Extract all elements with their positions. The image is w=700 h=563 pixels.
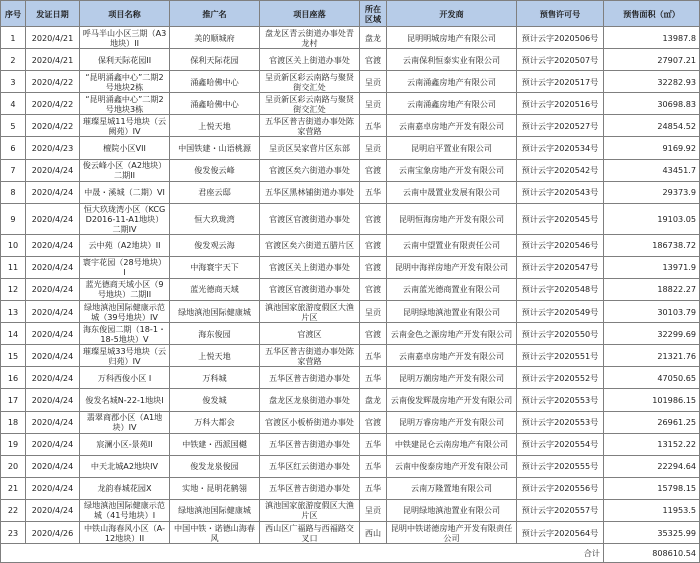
brand-name: 涌鑫哈佛中心 [170,93,260,115]
permit-number: 预计云字2020552号 [517,367,604,389]
brand-name: 海东俊园 [170,323,260,345]
col-header-permit-no: 预售许可号 [517,1,604,27]
project-location: 官渡区矣六街道办事处 [260,159,360,181]
issue-date: 2020/4/24 [26,455,80,477]
issue-date: 2020/4/24 [26,203,80,234]
developer: 昆明万睿房地产开发有限公司 [387,411,517,433]
total-row [1,544,700,563]
presale-area: 29373.9 [604,181,700,203]
presale-area: 26961.25 [604,411,700,433]
permit-number: 预计云字2020516号 [517,93,604,115]
table-row [1,323,700,345]
brand-name: 君座云邸 [170,181,260,203]
table-row [1,301,700,323]
project-location: 五华区普吉街道办事处陈家营路 [260,115,360,137]
row-index: 19 [1,433,26,455]
issue-date: 2020/4/24 [26,278,80,300]
row-index: 13 [1,301,26,323]
brand-name: 中铁建・西派国樾 [170,433,260,455]
brand-name: 涌鑫哈佛中心 [170,71,260,93]
project-location: 五华区黑林铺街道办事处 [260,181,360,203]
district: 五华 [360,433,387,455]
permit-number: 预计云字2020527号 [517,115,604,137]
project-location: 五华区普吉街道办事处 [260,477,360,499]
project-location: 官渡区小板桥街道办事处 [260,411,360,433]
table-row [1,389,700,411]
row-index: 10 [1,234,26,256]
presale-area: 15798.15 [604,477,700,499]
row-index: 9 [1,203,26,234]
developer: 昆明中铁诺德房地产开发有限责任公司 [387,521,517,543]
issue-date: 2020/4/24 [26,411,80,433]
project-name: 海东俊园二期（18-1・18-5地块）V [80,323,170,345]
project-name: 俊发名城N-22-1地块I [80,389,170,411]
project-name: 寰宇花园（28号地块）I [80,256,170,278]
permit-number: 预计云字2020534号 [517,137,604,159]
project-name: 绿地滇池国际健康示范城（41号地块）I [80,499,170,521]
presale-area: 18822.27 [604,278,700,300]
district: 呈贡 [360,499,387,521]
table-row [1,521,700,543]
permit-number: 预计云字2020554号 [517,433,604,455]
col-header-brand-name: 推广名 [170,1,260,27]
permit-number: 预计云字2020542号 [517,159,604,181]
presale-area: 186738.72 [604,234,700,256]
presale-area: 43451.7 [604,159,700,181]
presale-area: 27907.21 [604,49,700,71]
col-header-issue-date: 发证日期 [26,1,80,27]
table-row [1,203,700,234]
brand-name: 中国铁建・山语桃源 [170,137,260,159]
project-name: 万科西俊小区 I [80,367,170,389]
issue-date: 2020/4/22 [26,71,80,93]
project-location: 盘龙区青云街道办事处青龙村 [260,27,360,49]
row-index: 20 [1,455,26,477]
permit-number: 预计云字2020553号 [517,389,604,411]
issue-date: 2020/4/24 [26,389,80,411]
district: 呈贡 [360,301,387,323]
brand-name: 中海寰宇天下 [170,256,260,278]
issue-date: 2020/4/21 [26,27,80,49]
project-name: 檀院小区VII [80,137,170,159]
brand-name: 上悦天地 [170,345,260,367]
table-body [1,27,700,563]
presale-area: 101986.15 [604,389,700,411]
developer: 云南万隆置地有限公司 [387,477,517,499]
table-row [1,278,700,300]
table-row [1,115,700,137]
table-row [1,256,700,278]
project-name: 恒大玖珑湾小区（KCGD2016-11-A1地块）二期IV [80,203,170,234]
project-name: 龙韵春城花园X [80,477,170,499]
project-name: 绿地滇池国际健康示范城（39号地块）IV [80,301,170,323]
col-header-developer: 开发商 [387,1,517,27]
project-location: 官渡区官渡街道办事处 [260,203,360,234]
row-index: 16 [1,367,26,389]
row-index: 21 [1,477,26,499]
row-index: 2 [1,49,26,71]
issue-date: 2020/4/24 [26,256,80,278]
row-index: 22 [1,499,26,521]
row-index: 7 [1,159,26,181]
permit-number: 预计云字2020564号 [517,521,604,543]
col-header-index: 序号 [1,1,26,27]
issue-date: 2020/4/24 [26,159,80,181]
issue-date: 2020/4/24 [26,323,80,345]
row-index: 1 [1,27,26,49]
brand-name: 实地・昆明花鹤翎 [170,477,260,499]
issue-date: 2020/4/23 [26,137,80,159]
presale-area: 32299.69 [604,323,700,345]
permit-number: 预计云字2020546号 [517,234,604,256]
row-index: 6 [1,137,26,159]
district: 呈贡 [360,71,387,93]
project-location: 官渡区 [260,323,360,345]
permit-number: 预计云字2020507号 [517,49,604,71]
district: 盘龙 [360,27,387,49]
permit-number: 预计云字2020506号 [517,27,604,49]
presale-area: 11953.5 [604,499,700,521]
table-header [1,1,700,27]
brand-name: 中国中铁・诺德山海春风 [170,521,260,543]
brand-name: 万科大都会 [170,411,260,433]
district: 官渡 [360,159,387,181]
district: 五华 [360,345,387,367]
district: 官渡 [360,234,387,256]
brand-name: 俊发俊云峰 [170,159,260,181]
brand-name: 绿地滇池国际健康城 [170,499,260,521]
project-location: 五华区普吉街道办事处 [260,433,360,455]
district: 官渡 [360,49,387,71]
project-location: 官渡区矣六街道五腊片区 [260,234,360,256]
project-name: 俊云峰小区（A2地块）二期II [80,159,170,181]
project-name: 呼马半山小区三期（A3地块）II [80,27,170,49]
issue-date: 2020/4/24 [26,477,80,499]
brand-name: 绿地滇池国际健康城 [170,301,260,323]
developer: 云南俊发辉晟房地产开发有限公司 [387,389,517,411]
developer: 云南涌鑫房地产有限公司 [387,71,517,93]
table-row [1,345,700,367]
district: 西山 [360,521,387,543]
project-location: 官渡区官渡街道办事处 [260,278,360,300]
permit-number: 预计云字2020547号 [517,256,604,278]
issue-date: 2020/4/24 [26,367,80,389]
brand-name: 上悦天地 [170,115,260,137]
district: 盘龙 [360,389,387,411]
developer: 云南涌鑫房地产有限公司 [387,93,517,115]
district: 官渡 [360,411,387,433]
project-location: 五华区红云街道办事处 [260,455,360,477]
project-location: 西山区广福路与西福路交叉口 [260,521,360,543]
presale-area: 19103.05 [604,203,700,234]
col-header-location: 项目座落 [260,1,360,27]
developer: 云南中晟置业发展有限公司 [387,181,517,203]
table-row [1,71,700,93]
issue-date: 2020/4/24 [26,433,80,455]
permit-number: 预计云字2020517号 [517,71,604,93]
row-index: 18 [1,411,26,433]
permit-number: 预计云字2020556号 [517,477,604,499]
table-row [1,455,700,477]
district: 官渡 [360,256,387,278]
presale-area: 30698.83 [604,93,700,115]
row-index: 8 [1,181,26,203]
permit-number: 预计云字2020545号 [517,203,604,234]
permit-number: 预计云字2020548号 [517,278,604,300]
row-index: 14 [1,323,26,345]
brand-name: 蓝光德商天域 [170,278,260,300]
project-name: “昆明涌鑫中心”二期2号地块2栋 [80,71,170,93]
developer: 昆明绿地滇池置业有限公司 [387,499,517,521]
issue-date: 2020/4/21 [26,49,80,71]
project-name: 中天北城A2地块IV [80,455,170,477]
developer: 昆明明城房地产有限公司 [387,27,517,49]
developer: 中铁建昆仑云南房地产有限公司 [387,433,517,455]
district: 五华 [360,477,387,499]
project-name: 云中苑（A2地块）II [80,234,170,256]
issue-date: 2020/4/24 [26,345,80,367]
developer: 昆明绿地滇池置业有限公司 [387,301,517,323]
district: 呈贡 [360,93,387,115]
brand-name: 俊发城 [170,389,260,411]
row-index: 12 [1,278,26,300]
developer: 云南嘉卓房地产开发有限公司 [387,345,517,367]
permit-number: 预计云字2020543号 [517,181,604,203]
issue-date: 2020/4/26 [26,521,80,543]
developer: 昆明中海祥房地产开发有限公司 [387,256,517,278]
col-header-project-name: 项目名称 [80,1,170,27]
project-location: 呈贡新区彩云南路与聚贤街交汇处 [260,93,360,115]
project-name: 中晟・溪城（二期）VI [80,181,170,203]
district: 五华 [360,367,387,389]
project-location: 滇池国家旅游度假区大渔片区 [260,301,360,323]
row-index: 17 [1,389,26,411]
row-index: 5 [1,115,26,137]
presale-area: 13152.22 [604,433,700,455]
project-location: 盘龙区龙泉街道办事处 [260,389,360,411]
table-row [1,477,700,499]
row-index: 3 [1,71,26,93]
issue-date: 2020/4/24 [26,234,80,256]
row-index: 11 [1,256,26,278]
presale-area: 24854.52 [604,115,700,137]
project-location: 五华区普吉街道办事处陈家营路 [260,345,360,367]
brand-name: 俊发观云海 [170,234,260,256]
total-label: 合计 [1,544,604,563]
district: 官渡 [360,323,387,345]
table-row [1,181,700,203]
brand-name: 俊发龙泉俊园 [170,455,260,477]
brand-name: 万科城 [170,367,260,389]
project-name: “昆明涌鑫中心”二期2号地块3栋 [80,93,170,115]
table-row [1,499,700,521]
permit-number: 预计云字2020553号 [517,411,604,433]
developer: 云南嘉卓房地产开发有限公司 [387,115,517,137]
project-location: 官渡区关上街道办事处 [260,256,360,278]
presale-area: 35325.99 [604,521,700,543]
presale-area: 9169.92 [604,137,700,159]
project-name: 宸澜小区-景苑II [80,433,170,455]
table-row [1,27,700,49]
issue-date: 2020/4/24 [26,499,80,521]
table-row [1,49,700,71]
developer: 云南蓝光德商置业有限公司 [387,278,517,300]
developer: 云南金色之源房地产开发有限公司 [387,323,517,345]
developer: 昆明启平置业有限公司 [387,137,517,159]
table-row [1,93,700,115]
project-name: 璀璨星城11号地块（云阙苑）IV [80,115,170,137]
header-row [1,1,700,27]
district: 五华 [360,455,387,477]
row-index: 23 [1,521,26,543]
project-name: 翡翠商郡小区（A1地块）IV [80,411,170,433]
col-header-district: 所在区域 [360,1,387,27]
presale-area: 30103.79 [604,301,700,323]
district: 五华 [360,115,387,137]
issue-date: 2020/4/22 [26,93,80,115]
permit-number: 预计云字2020555号 [517,455,604,477]
district: 五华 [360,181,387,203]
developer: 云南保利恒泰实业有限公司 [387,49,517,71]
permit-number: 预计云字2020549号 [517,301,604,323]
developer: 云南中望置业有限责任公司 [387,234,517,256]
brand-name: 保利天际花园 [170,49,260,71]
issue-date: 2020/4/22 [26,115,80,137]
project-name: 保利天际花园II [80,49,170,71]
presale-area: 21321.76 [604,345,700,367]
project-name: 中铁山海春风小区（A-12地块）II [80,521,170,543]
brand-name: 恒大玖珑湾 [170,203,260,234]
project-name: 蓝光德商天域小区（9号地块）二期II [80,278,170,300]
row-index: 4 [1,93,26,115]
table-row [1,367,700,389]
presale-area: 22294.64 [604,455,700,477]
project-location: 五华区普吉街道办事处 [260,367,360,389]
project-location: 官渡区关上街道办事处 [260,49,360,71]
district: 呈贡 [360,137,387,159]
table-row [1,234,700,256]
project-location: 呈贡新区彩云南路与聚贤街交汇处 [260,71,360,93]
issue-date: 2020/4/24 [26,181,80,203]
table-row [1,137,700,159]
permit-number: 预计云字2020550号 [517,323,604,345]
brand-name: 美的顺城府 [170,27,260,49]
developer: 昆明恒海房地产开发有限公司 [387,203,517,234]
table-row [1,411,700,433]
project-location: 呈贡区吴家营片区东部 [260,137,360,159]
table-row [1,159,700,181]
permit-number: 预计云字2020557号 [517,499,604,521]
permit-number: 预计云字2020551号 [517,345,604,367]
table-row [1,433,700,455]
total-area: 808610.54 [604,544,700,563]
presale-area: 13971.9 [604,256,700,278]
presale-area: 32282.93 [604,71,700,93]
row-index: 15 [1,345,26,367]
developer: 昆明万潮房地产开发有限公司 [387,367,517,389]
issue-date: 2020/4/24 [26,301,80,323]
project-name: 璀璨星城33号地块（云归苑）IV [80,345,170,367]
district: 官渡 [360,278,387,300]
developer: 云南宝象房地产开发有限公司 [387,159,517,181]
developer: 云南中俊泰房地产开发有限公司 [387,455,517,477]
presale-area: 47050.65 [604,367,700,389]
district: 官渡 [360,203,387,234]
presale-area: 13987.8 [604,27,700,49]
col-header-area: 预售面积（㎡） [604,1,700,27]
project-location: 滇池国家旅游度假区大渔片区 [260,499,360,521]
